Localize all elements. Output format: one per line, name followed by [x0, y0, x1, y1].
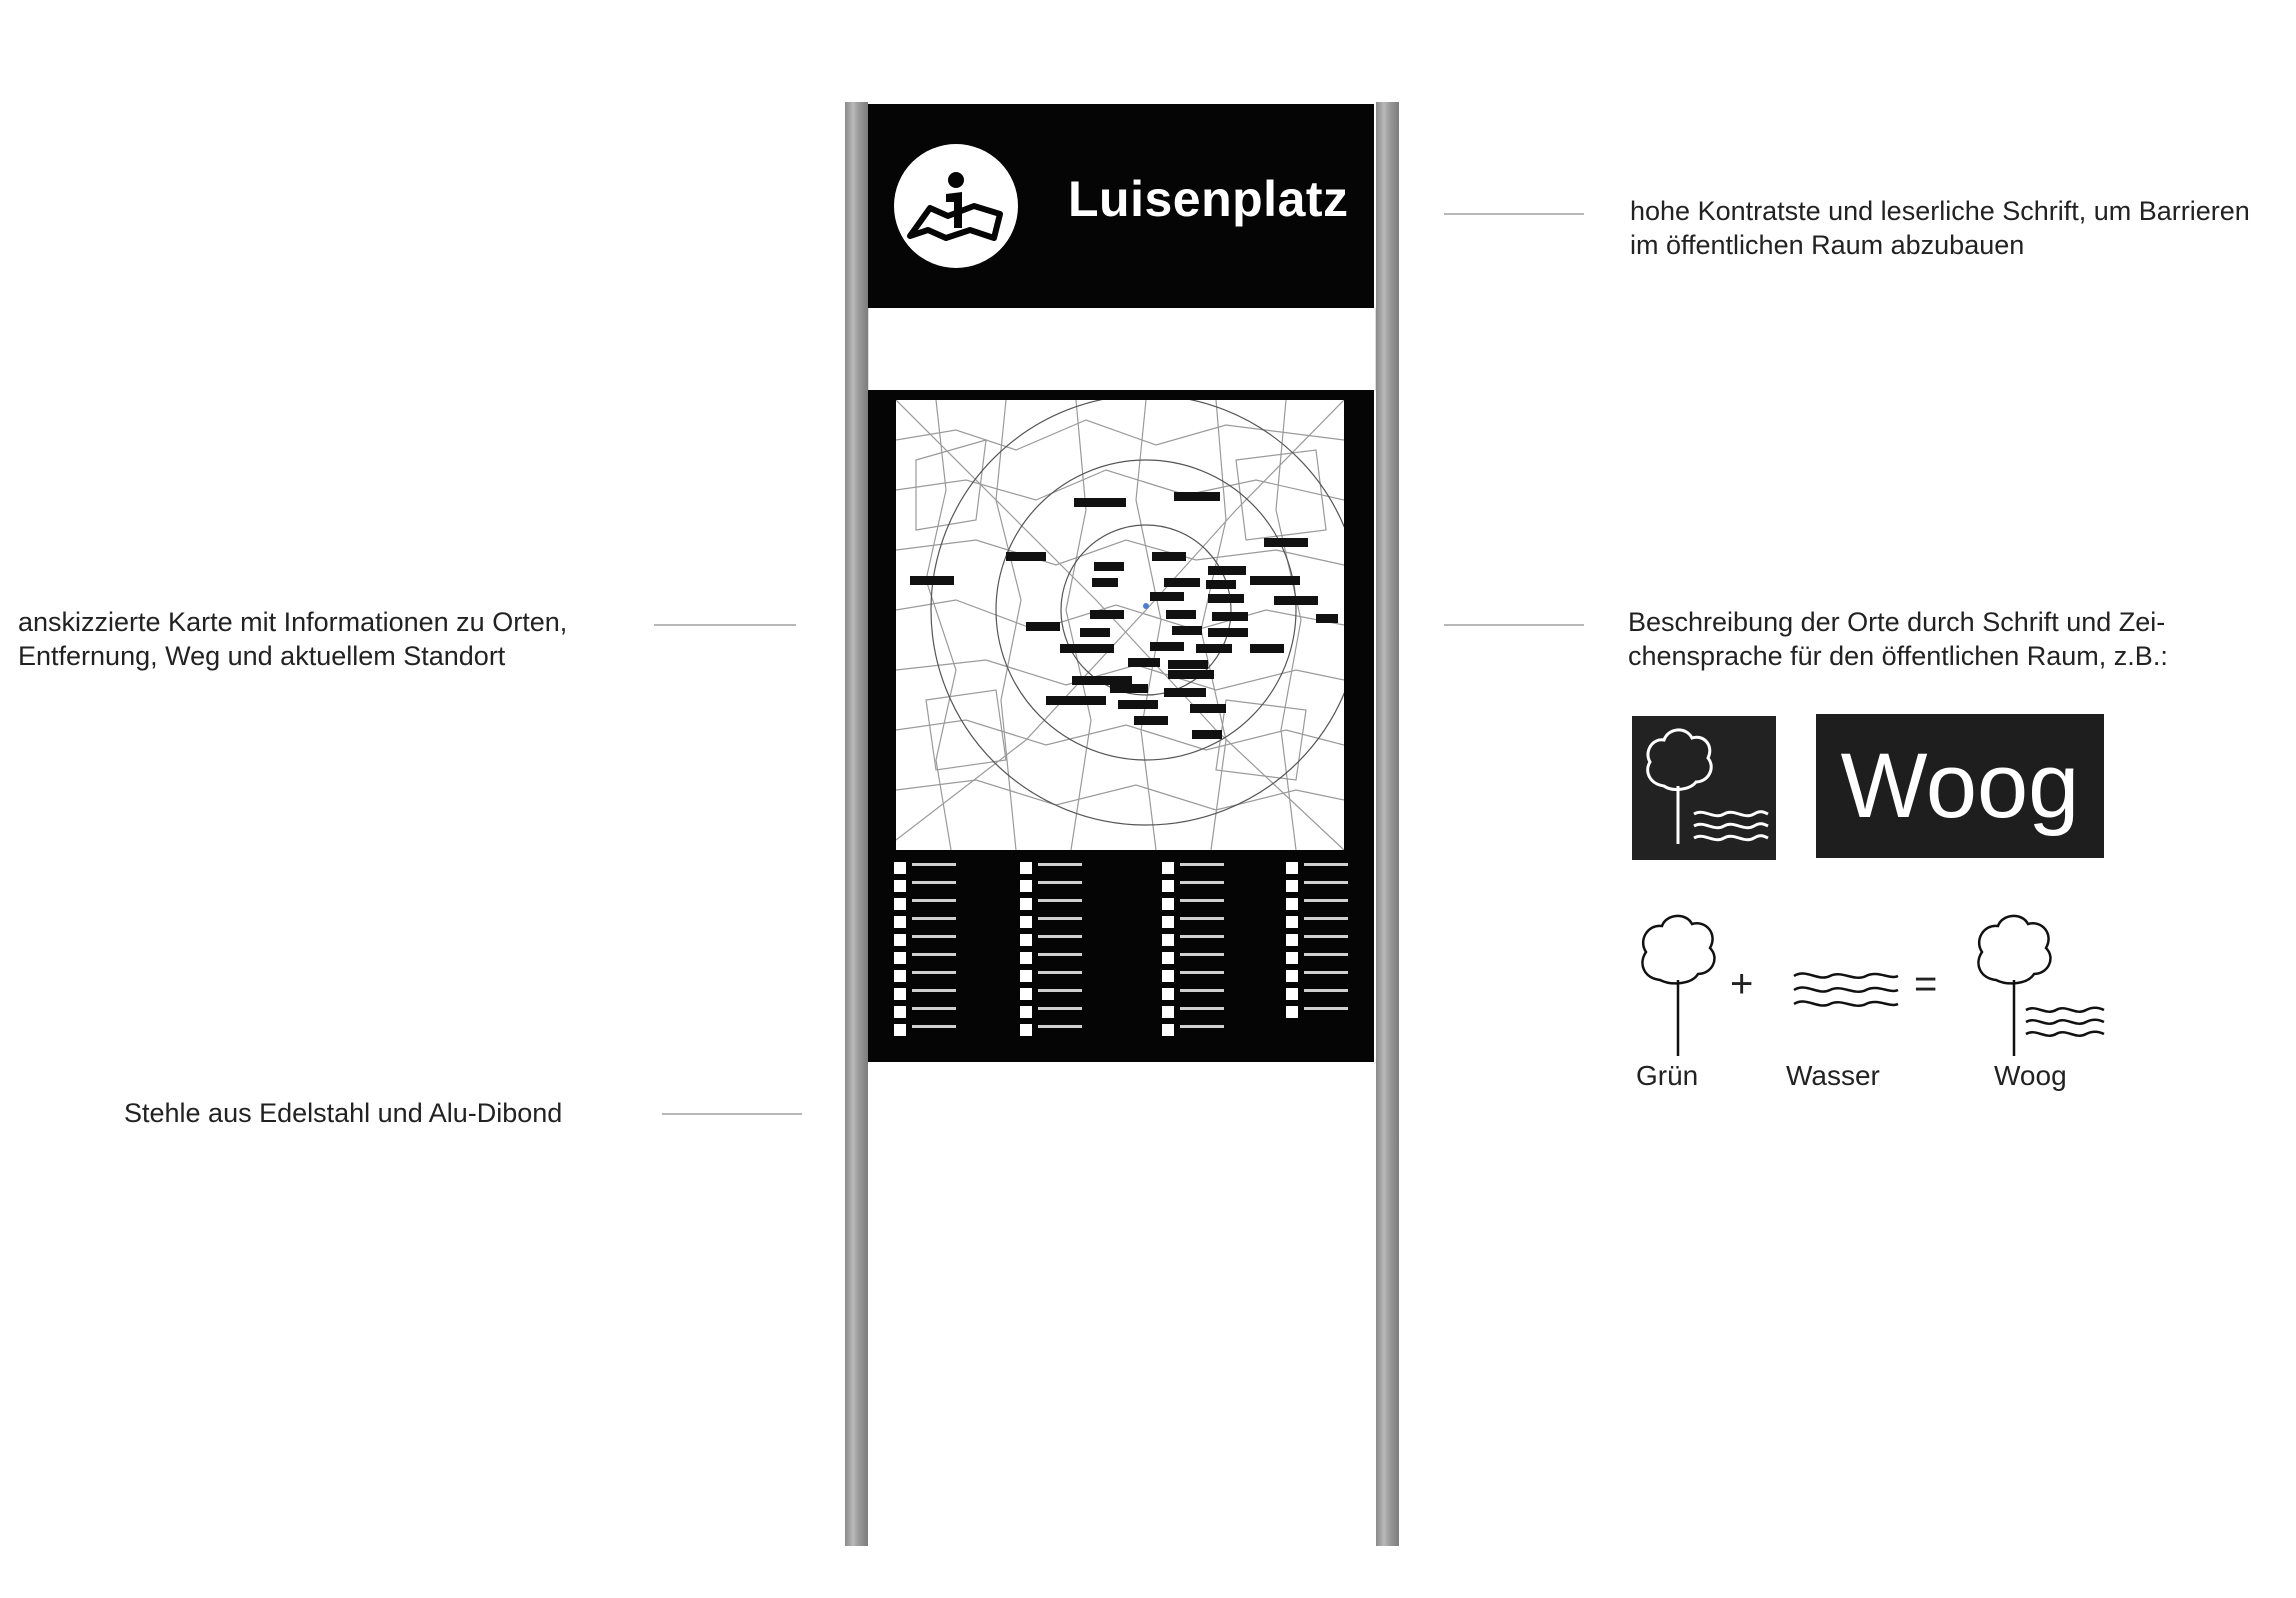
leader-line-contrast: [1444, 213, 1584, 215]
annotation-description-line2: chensprache für den öffentlichen Raum, z.B.:: [1628, 641, 2168, 671]
stele-post-right: [1376, 102, 1399, 1546]
tree-water-icon: [1632, 716, 1776, 860]
stele-post-left: [845, 102, 868, 1546]
annotation-contrast-line2: im öffentlichen Raum abzubauen: [1630, 230, 2025, 260]
annotation-contrast-line1: hohe Kontratste und leserliche Schrift, um Barrieren: [1630, 196, 2250, 226]
annotation-description-line1: Beschreibung der Orte durch Schrift und Zei-: [1628, 607, 2166, 637]
annotation-material: Stehle aus Edelstahl und Alu-Dibond: [124, 1098, 563, 1128]
annotation-description: [1628, 605, 2168, 673]
plus-operator: +: [1730, 962, 1754, 1006]
annotation-map-line1: anskizzierte Karte mit Informationen zu Orten,: [18, 607, 568, 637]
tree-water-icon: [1970, 910, 2110, 1060]
equals-operator: =: [1914, 962, 1938, 1006]
label-water: Wasser: [1786, 1060, 1880, 1091]
city-map: [896, 400, 1344, 850]
water-icon: [1790, 966, 1902, 1016]
woog-word-sign-text: Woog: [1840, 735, 2080, 837]
leader-line-material: [662, 1113, 802, 1115]
stele-lower-section: [868, 1062, 1374, 1546]
sign-blank-band: [868, 308, 1376, 390]
tree-icon: [1634, 910, 1724, 1060]
label-result: Woog: [1994, 1060, 2067, 1091]
label-green: Grün: [1636, 1060, 1699, 1091]
sign-title: Luisenplatz: [1068, 171, 1349, 227]
map-legend: [894, 862, 1344, 1040]
leader-line-description: [1444, 624, 1584, 626]
annotation-contrast: [1630, 194, 2250, 262]
leader-line-map: [654, 624, 796, 626]
annotation-map: [18, 605, 567, 673]
annotation-map-line2: Entfernung, Weg und aktuellem Standort: [18, 641, 506, 671]
info-map-icon: [894, 144, 1018, 268]
